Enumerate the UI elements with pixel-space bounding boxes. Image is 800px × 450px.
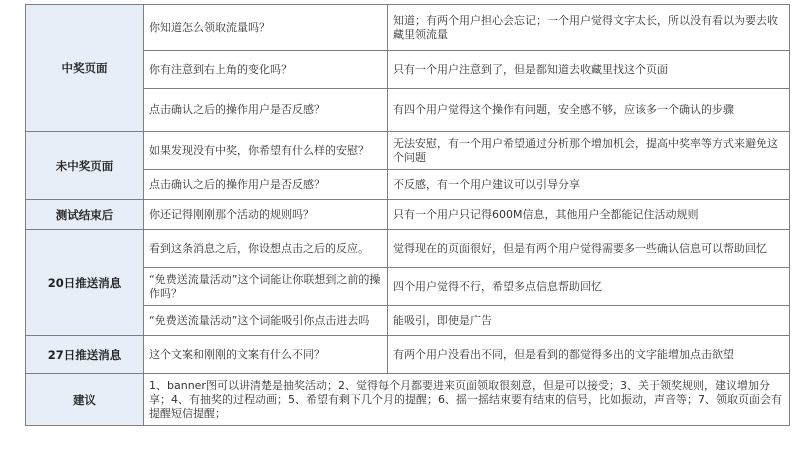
suggestion-cell: 1、banner图可以讲清楚是抽奖活动；2、觉得每个月都要进来页面领取很刻意，但是可以接受；3、关于领奖规则，建议增加分享；4、有抽奖的过程动画；5、希望有剩下几个月的提醒；6、摇一摇结束要有结束的信号，比如振动，声音等；7、领取页面会有提醒短信提醒； bbox=[144, 374, 790, 426]
question-cell: 你知道怎么领取流量吗？ bbox=[144, 5, 388, 51]
category-losing-page: 未中奖页面 bbox=[26, 132, 144, 200]
research-findings-table bbox=[25, 4, 790, 426]
question-cell: “免费送流量活动”这个词能让你联想到之前的操作吗？ bbox=[144, 268, 388, 306]
table-row bbox=[26, 374, 790, 426]
answer-cell: 能吸引，即使是广告 bbox=[388, 306, 790, 336]
category-push-27th: 27日推送消息 bbox=[26, 336, 144, 374]
answer-cell: 不反感，有一个用户建议可以引导分享 bbox=[388, 170, 790, 200]
question-cell: 你还记得刚刚那个活动的规则吗？ bbox=[144, 200, 388, 230]
answer-cell: 无法安慰，有一个用户希望通过分析那个增加机会，提高中奖率等方式来避免这个问题 bbox=[388, 132, 790, 170]
table-row bbox=[26, 230, 790, 268]
category-after-test: 测试结束后 bbox=[26, 200, 144, 230]
answer-cell: 觉得现在的页面很好，但是有两个用户觉得需要多一些确认信息可以帮助回忆 bbox=[388, 230, 790, 268]
table-row bbox=[26, 200, 790, 230]
question-cell: 看到这条消息之后，你设想点击之后的反应。 bbox=[144, 230, 388, 268]
answer-cell: 只有一个用户注意到了，但是都知道去收藏里找这个页面 bbox=[388, 51, 790, 89]
answer-cell: 知道；有两个用户担心会忘记；一个用户觉得文字太长，所以没有看以为要去收藏里领流量 bbox=[388, 5, 790, 51]
category-suggestions: 建议 bbox=[26, 374, 144, 426]
answer-cell: 只有一个用户只记得600M信息，其他用户全都能记住活动规则 bbox=[388, 200, 790, 230]
question-cell: 点击确认之后的操作用户是否反感？ bbox=[144, 89, 388, 132]
question-cell: 这个文案和刚刚的文案有什么不同？ bbox=[144, 336, 388, 374]
category-push-20th: 20日推送消息 bbox=[26, 230, 144, 336]
table-row bbox=[26, 132, 790, 170]
question-cell: “免费送流量活动”这个词能吸引你点击进去吗 bbox=[144, 306, 388, 336]
table-row bbox=[26, 5, 790, 51]
answer-cell: 有四个用户觉得这个操作有问题，安全感不够，应该多一个确认的步骤 bbox=[388, 89, 790, 132]
answer-cell: 有两个用户没看出不同，但是看到的都觉得多出的文字能增加点击欲望 bbox=[388, 336, 790, 374]
question-cell: 你有注意到右上角的变化吗？ bbox=[144, 51, 388, 89]
question-cell: 如果发现没有中奖，你希望有什么样的安慰？ bbox=[144, 132, 388, 170]
table-row bbox=[26, 336, 790, 374]
question-cell: 点击确认之后的操作用户是否反感？ bbox=[144, 170, 388, 200]
answer-cell: 四个用户觉得不行，希望多点信息帮助回忆 bbox=[388, 268, 790, 306]
category-winning-page: 中奖页面 bbox=[26, 5, 144, 132]
